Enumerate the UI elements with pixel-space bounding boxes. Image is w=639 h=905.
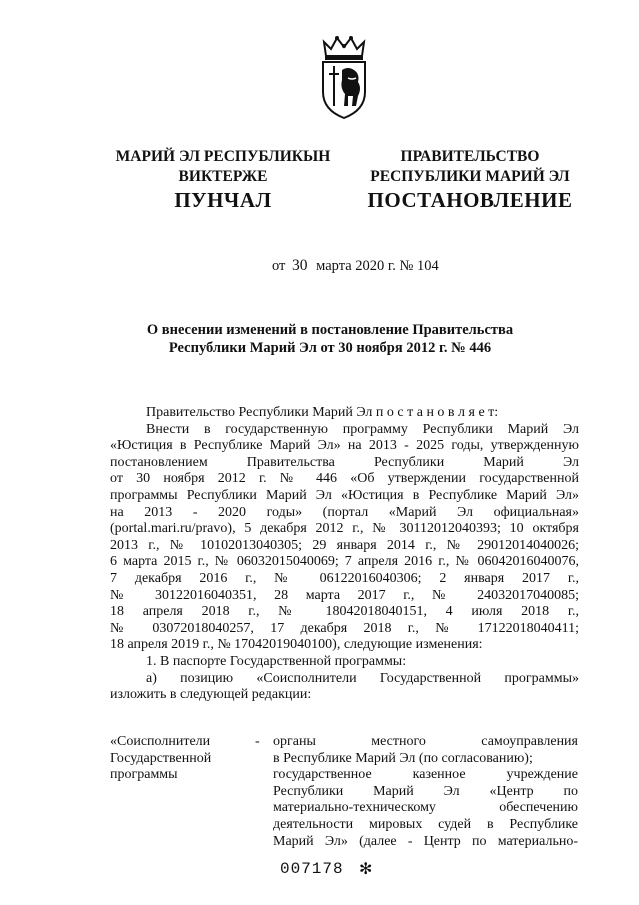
body-line: от 30 ноября 2012 г. № 446 «Об утверждении государственной: [110, 471, 579, 487]
body-line: постановлением Правительства Республики Марий Эл: [110, 454, 579, 470]
body-line: 2013 г., № 10102013040305; 29 января 2014 г., № 29012014040026;: [110, 537, 579, 553]
body-line: № 03072018040257, 17 декабря 2018 г., № 17122018040411;: [110, 620, 579, 636]
body-line: Правительство Республики Марий Эл п о с т а н о в л я е т:: [146, 405, 499, 420]
coexecutors-value-line: органы местного самоуправления: [273, 734, 578, 749]
body-line: 6 марта 2015 г., № 06032015040069; 7 апреля 2016 г., № 06042016040076,: [110, 554, 579, 570]
header-right-doc-type: ПОСТАНОВЛЕНИЕ: [367, 188, 573, 212]
coexecutors-value: [273, 734, 578, 850]
body-text: [110, 405, 579, 704]
body-line: «Юстиция в Республике Марий Эл» на 2013 - 2025 годы, утвержденную: [110, 438, 579, 454]
body-line: программы Республики Марий Эл «Юстиция в Республике Марий Эл»: [110, 487, 579, 503]
body-line: 18 апреля 2018 г., № 18042018040151, 4 июля 2018 г.,: [110, 604, 579, 620]
body-line: Внести в государственную программу Республики Марий Эл: [146, 421, 579, 437]
body-line: изложить в следующей редакции:: [110, 687, 312, 703]
body-line: 1. В паспорте Государственной программы:: [146, 653, 407, 669]
body-line: № 30122016040351, 28 марта 2017 г., № 24032017040085;: [110, 587, 579, 603]
coexecutors-dash: -: [255, 734, 260, 749]
serial-number: 007178: [280, 860, 344, 878]
coexecutors-label-line: Государственной: [110, 750, 212, 766]
coexecutors-value-line: в Республике Марий Эл (по согласованию);: [273, 750, 533, 766]
coexecutors-label-line: «Соисполнители: [110, 734, 211, 749]
coexecutors-label-line: программы: [110, 767, 178, 783]
document-number: 104: [416, 258, 439, 274]
coexecutors-value-line: Марий Эл» (далее - Центр по материально-: [273, 833, 578, 849]
body-line: 7 декабря 2016 г., № 06122016040306; 2 января 2017 г.,: [110, 570, 579, 586]
header-left-doc-type: ПУНЧАЛ: [174, 188, 272, 212]
date-line: [272, 258, 439, 275]
title-line2: Республики Марий Эл от 30 ноября 2012 г. № 446: [168, 340, 492, 356]
date-day: 30: [292, 257, 308, 274]
body-line: а) позицию «Соисполнители Государственной программы»: [146, 670, 579, 686]
coexecutors-value-line: Республики Марий Эл «Центр по: [273, 783, 578, 799]
coat-of-arms: [318, 34, 370, 120]
header-right-line2: РЕСПУБЛИКИ МАРИЙ ЭЛ: [370, 168, 570, 185]
header-left-line1: МАРИЙ ЭЛ РЕСПУБЛИКЫН: [115, 148, 331, 165]
header-right-line1: ПРАВИТЕЛЬСТВО: [400, 148, 540, 165]
coat-of-arms-icon: [318, 34, 370, 120]
coexecutors-value-line: деятельности мировых судей в Республике: [273, 816, 578, 832]
date-prefix: от: [272, 258, 286, 274]
body-line: (portal.mari.ru/pravo), 5 декабря 2012 г., № 30112012040393; 10 октября: [110, 521, 579, 537]
body-line: 18 апреля 2019 г., № 17042019040100), следующие изменения:: [110, 637, 483, 653]
coexecutors-label: [110, 734, 250, 784]
header-left-line2: ВИКТЕРЖЕ: [178, 168, 268, 185]
body-line: на 2013 - 2020 годы» (портал «Марий Эл официальная»: [110, 504, 579, 520]
title-line1: О внесении изменений в постановление Правительства: [146, 322, 514, 338]
ornament-icon: ✻: [359, 861, 373, 878]
coexecutors-value-line: государственное казенное учреждение: [273, 767, 578, 783]
document-title: [100, 321, 560, 357]
date-rest: марта 2020 г. №: [316, 258, 414, 274]
coexecutors-value-line: материально-техническому обеспечению: [273, 800, 578, 816]
